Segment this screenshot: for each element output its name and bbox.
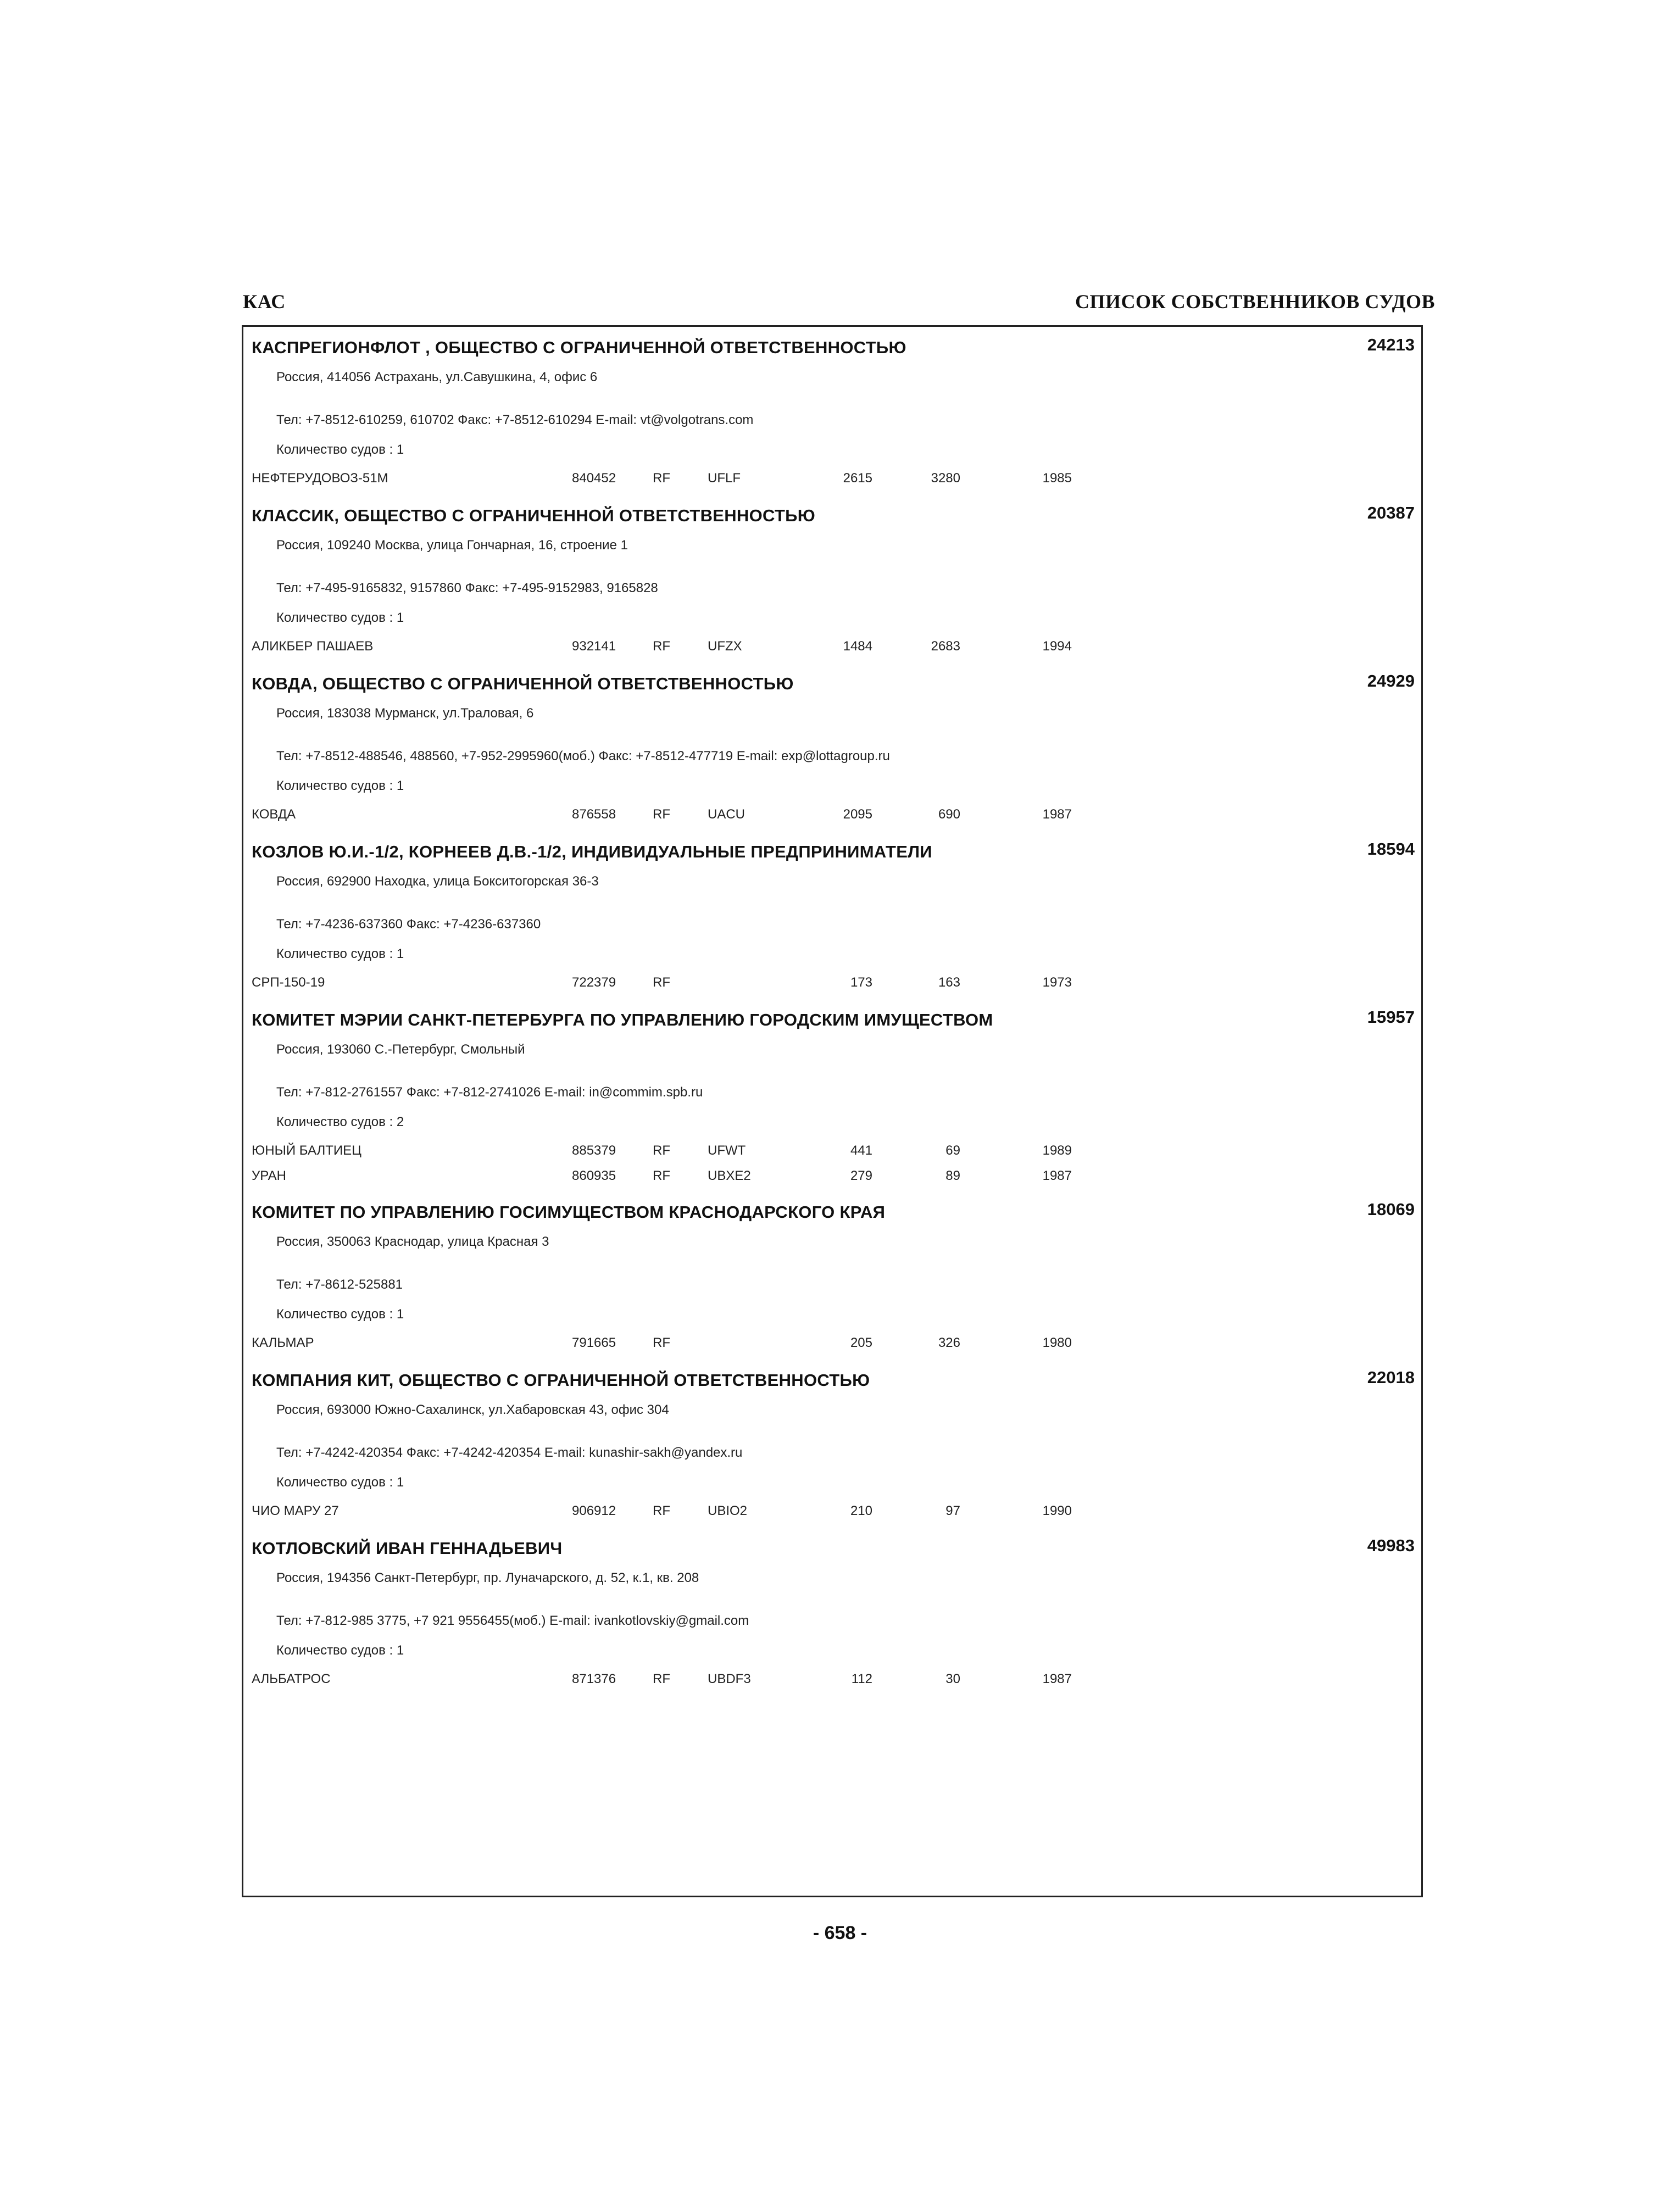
vessel-deadweight: 163 bbox=[938, 975, 960, 990]
vessel-callsign: UFWT bbox=[708, 1143, 746, 1158]
vessel-number: 885379 bbox=[572, 1143, 616, 1158]
owner-address: Россия, 183038 Мурманск, ул.Траловая, 6 bbox=[276, 706, 534, 721]
vessel-flag: RF bbox=[653, 1672, 670, 1686]
vessel-year: 1987 bbox=[1042, 807, 1072, 822]
vessel-count: Количество судов : 1 bbox=[276, 442, 404, 457]
owner-id: 24213 bbox=[1367, 335, 1415, 354]
vessel-number: 906912 bbox=[572, 1503, 616, 1518]
owner-address: Россия, 109240 Москва, улица Гончарная, 16, строение 1 bbox=[276, 538, 628, 553]
owner-id: 49983 bbox=[1367, 1536, 1415, 1555]
vessel-callsign: UBIO2 bbox=[708, 1503, 748, 1518]
vessel-year: 1985 bbox=[1042, 471, 1072, 486]
owner-contacts: Тел: +7-8612-525881 bbox=[276, 1277, 403, 1292]
owner-name: КОЗЛОВ Ю.И.-1/2, КОРНЕЕВ Д.В.-1/2, ИНДИВИДУАЛЬНЫЕ ПРЕДПРИНИМАТЕЛИ bbox=[252, 842, 932, 861]
vessel-row bbox=[243, 471, 1421, 488]
vessel-row bbox=[243, 1503, 1421, 1521]
owner-id: 20387 bbox=[1367, 503, 1415, 522]
vessel-callsign: UBXE2 bbox=[708, 1168, 751, 1183]
vessel-flag: RF bbox=[653, 1335, 670, 1350]
owner-id: 18069 bbox=[1367, 1200, 1415, 1219]
vessel-tonnage: 2095 bbox=[843, 807, 872, 822]
owner-id: 15957 bbox=[1367, 1007, 1415, 1027]
owner-contacts: Тел: +7-812-985 3775, +7 921 9556455(моб.) E-mail: ivankotlovskiy@gmail.com bbox=[276, 1613, 749, 1628]
vessel-year: 1987 bbox=[1042, 1168, 1072, 1183]
vessel-name: ЮНЫЙ БАЛТИЕЦ bbox=[252, 1143, 361, 1158]
vessel-tonnage: 205 bbox=[850, 1335, 872, 1350]
owner-address: Россия, 692900 Находка, улица Бокситогорская 36-3 bbox=[276, 874, 599, 889]
vessel-deadweight: 69 bbox=[945, 1143, 960, 1158]
vessel-callsign: UBDF3 bbox=[708, 1672, 751, 1686]
vessel-flag: RF bbox=[653, 639, 670, 654]
vessel-count: Количество судов : 1 bbox=[276, 778, 404, 793]
vessel-year: 1989 bbox=[1042, 1143, 1072, 1158]
owner-id: 24929 bbox=[1367, 671, 1415, 690]
owner-name: КОВДА, ОБЩЕСТВО С ОГРАНИЧЕННОЙ ОТВЕТСТВЕННОСТЬЮ bbox=[252, 674, 794, 693]
owner-address: Россия, 193060 С.-Петербург, Смольный bbox=[276, 1042, 525, 1057]
vessel-tonnage: 112 bbox=[851, 1672, 872, 1686]
page-number: - 658 - bbox=[813, 1923, 867, 1943]
vessel-number: 871376 bbox=[572, 1672, 616, 1686]
vessel-number: 932141 bbox=[572, 639, 616, 654]
vessel-row bbox=[243, 1143, 1421, 1161]
vessel-tonnage: 2615 bbox=[843, 471, 872, 486]
vessel-number: 791665 bbox=[572, 1335, 616, 1350]
vessel-callsign: UFZX bbox=[708, 639, 742, 654]
owner-name: КАСПРЕГИОНФЛОТ , ОБЩЕСТВО С ОГРАНИЧЕННОЙ ОТВЕТСТВЕННОСТЬЮ bbox=[252, 338, 906, 357]
owner-contacts: Тел: +7-8512-488546, 488560, +7-952-2995960(моб.) Факс: +7-8512-477719 E-mail: exp@lottagroup.ru bbox=[276, 749, 890, 764]
vessel-year: 1980 bbox=[1042, 1335, 1072, 1350]
vessel-tonnage: 441 bbox=[850, 1143, 872, 1158]
vessel-year: 1987 bbox=[1042, 1672, 1072, 1686]
vessel-flag: RF bbox=[653, 1168, 670, 1183]
owner-name: КОМИТЕТ ПО УПРАВЛЕНИЮ ГОСИМУЩЕСТВОМ КРАСНОДАРСКОГО КРАЯ bbox=[252, 1202, 886, 1222]
vessel-number: 860935 bbox=[572, 1168, 616, 1183]
owner-contacts: Тел: +7-4242-420354 Факс: +7-4242-420354 E-mail: kunashir-sakh@yandex.ru bbox=[276, 1445, 743, 1460]
vessel-row bbox=[243, 1335, 1421, 1353]
vessel-number: 876558 bbox=[572, 807, 616, 822]
vessel-tonnage: 1484 bbox=[843, 639, 872, 654]
owner-contacts: Тел: +7-4236-637360 Факс: +7-4236-637360 bbox=[276, 917, 541, 932]
vessel-name: ЧИО МАРУ 27 bbox=[252, 1503, 339, 1518]
vessel-name: КОВДА bbox=[252, 807, 296, 822]
vessel-flag: RF bbox=[653, 807, 670, 822]
owner-id: 22018 bbox=[1367, 1368, 1415, 1387]
owner-contacts: Тел: +7-8512-610259, 610702 Факс: +7-8512-610294 E-mail: vt@volgotrans.com bbox=[276, 413, 754, 427]
vessel-row bbox=[243, 639, 1421, 656]
vessel-year: 1973 bbox=[1042, 975, 1072, 990]
vessel-row bbox=[243, 975, 1421, 993]
vessel-year: 1994 bbox=[1042, 639, 1072, 654]
vessel-flag: RF bbox=[653, 1143, 670, 1158]
vessel-number: 722379 bbox=[572, 975, 616, 990]
vessel-name: НЕФТЕРУДОВОЗ-51М bbox=[252, 471, 388, 486]
running-header-left: КАС bbox=[243, 291, 286, 313]
vessel-deadweight: 326 bbox=[938, 1335, 960, 1350]
vessel-deadweight: 690 bbox=[938, 807, 960, 822]
vessel-name: УРАН bbox=[252, 1168, 286, 1183]
vessel-count: Количество судов : 1 bbox=[276, 610, 404, 625]
vessel-name: СРП-150-19 bbox=[252, 975, 325, 990]
vessel-deadweight: 97 bbox=[945, 1503, 960, 1518]
vessel-year: 1990 bbox=[1042, 1503, 1072, 1518]
owner-contacts: Тел: +7-812-2761557 Факс: +7-812-2741026 E-mail: in@commim.spb.ru bbox=[276, 1085, 703, 1100]
owner-name: КОМПАНИЯ КИТ, ОБЩЕСТВО С ОГРАНИЧЕННОЙ ОТВЕТСТВЕННОСТЬЮ bbox=[252, 1371, 870, 1390]
owners-table-frame bbox=[242, 325, 1423, 1897]
vessel-count: Количество судов : 1 bbox=[276, 1307, 404, 1322]
vessel-flag: RF bbox=[653, 471, 670, 486]
owner-address: Россия, 414056 Астрахань, ул.Савушкина, 4, офис 6 bbox=[276, 370, 598, 385]
vessel-tonnage: 210 bbox=[850, 1503, 872, 1518]
vessel-name: АЛИКБЕР ПАШАЕВ bbox=[252, 639, 374, 654]
vessel-tonnage: 173 bbox=[850, 975, 872, 990]
vessel-count: Количество судов : 1 bbox=[276, 1643, 404, 1658]
vessel-count: Количество судов : 2 bbox=[276, 1115, 404, 1129]
vessel-callsign: UFLF bbox=[708, 471, 741, 486]
vessel-deadweight: 2683 bbox=[931, 639, 960, 654]
vessel-deadweight: 3280 bbox=[931, 471, 960, 486]
vessel-flag: RF bbox=[653, 975, 670, 990]
vessel-name: КАЛЬМАР bbox=[252, 1335, 314, 1350]
owner-id: 18594 bbox=[1367, 839, 1415, 859]
owner-name: КОМИТЕТ МЭРИИ САНКТ-ПЕТЕРБУРГА ПО УПРАВЛЕНИЮ ГОРОДСКИМ ИМУЩЕСТВОМ bbox=[252, 1010, 993, 1029]
vessel-number: 840452 bbox=[572, 471, 616, 486]
vessel-name: АЛЬБАТРОС bbox=[252, 1672, 331, 1686]
owner-address: Россия, 350063 Краснодар, улица Красная 3 bbox=[276, 1234, 549, 1249]
vessel-flag: RF bbox=[653, 1503, 670, 1518]
vessel-row bbox=[243, 807, 1421, 825]
vessel-deadweight: 30 bbox=[945, 1672, 960, 1686]
running-header-right: СПИСОК СОБСТВЕННИКОВ СУДОВ bbox=[1075, 291, 1435, 313]
owner-address: Россия, 693000 Южно-Сахалинск, ул.Хабаровская 43, офис 304 bbox=[276, 1402, 669, 1417]
vessel-count: Количество судов : 1 bbox=[276, 946, 404, 961]
owner-name: КЛАССИК, ОБЩЕСТВО С ОГРАНИЧЕННОЙ ОТВЕТСТВЕННОСТЬЮ bbox=[252, 506, 816, 525]
vessel-row bbox=[243, 1168, 1421, 1186]
vessel-count: Количество судов : 1 bbox=[276, 1475, 404, 1490]
vessel-tonnage: 279 bbox=[850, 1168, 872, 1183]
vessel-row bbox=[243, 1672, 1421, 1689]
owner-contacts: Тел: +7-495-9165832, 9157860 Факс: +7-495-9152983, 9165828 bbox=[276, 581, 658, 595]
vessel-callsign: UACU bbox=[708, 807, 746, 822]
owner-name: КОТЛОВСКИЙ ИВАН ГЕННАДЬЕВИЧ bbox=[252, 1539, 563, 1558]
owner-address: Россия, 194356 Санкт-Петербург, пр. Луначарского, д. 52, к.1, кв. 208 bbox=[276, 1570, 699, 1585]
vessel-deadweight: 89 bbox=[945, 1168, 960, 1183]
